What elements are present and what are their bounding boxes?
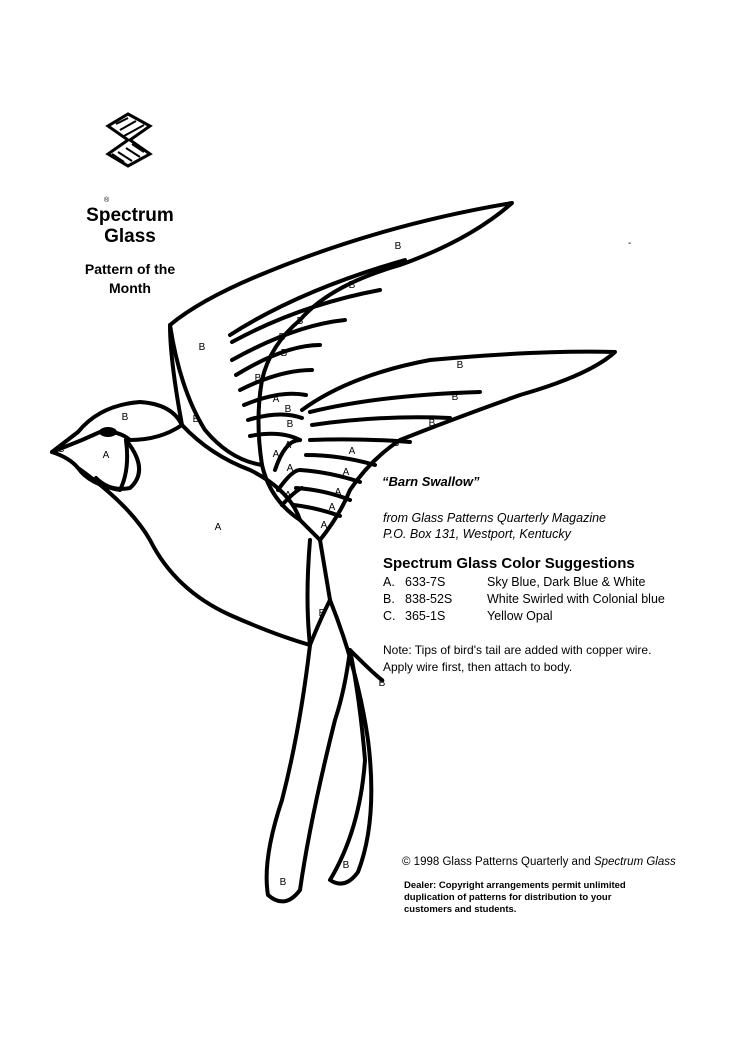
note-line2: Apply wire first, then attach to body. bbox=[383, 660, 573, 674]
label-b-wing2: B bbox=[348, 280, 356, 291]
label-a-lowerwing2: A bbox=[342, 467, 350, 478]
bird-eye bbox=[99, 427, 117, 437]
label-b-wing1: B bbox=[394, 241, 402, 252]
copyright-prefix: © 1998 Glass Patterns Quarterly and bbox=[402, 856, 594, 868]
label-b-tail-tip-right: B bbox=[342, 860, 350, 871]
label-b-wing8: B bbox=[286, 419, 294, 430]
label-a-body: A bbox=[214, 522, 222, 533]
bird-body-outline bbox=[52, 440, 310, 645]
copyright-line bbox=[402, 856, 676, 868]
brand-name-line1: Spectrum bbox=[86, 205, 174, 226]
bird-head-outline bbox=[52, 402, 182, 452]
label-b-wing6: B bbox=[254, 373, 262, 384]
label-a-wing5: A bbox=[284, 490, 292, 501]
note-line1: Note: Tips of bird's tail are added with copper wire. bbox=[383, 643, 652, 657]
color-suggestions-list bbox=[383, 574, 665, 625]
label-b-wing7: B bbox=[284, 404, 292, 415]
dealer-line1: Dealer: Copyright arrangements permit unlimited bbox=[404, 880, 626, 891]
color-suggestions-heading: Spectrum Glass Color Suggestions bbox=[383, 555, 635, 572]
label-b-tail: B bbox=[318, 608, 326, 619]
label-b-wing5: B bbox=[280, 348, 288, 359]
dealer-line2: duplication of patterns for distribution to your bbox=[404, 892, 612, 903]
label-a-cheek: A bbox=[102, 450, 110, 461]
subtitle-line1: Pattern of the bbox=[84, 261, 176, 277]
color-item-b bbox=[383, 591, 665, 608]
tail-outline bbox=[267, 540, 372, 901]
pattern-title: “Barn Swallow” bbox=[382, 474, 480, 489]
label-a-lowerwing5: A bbox=[320, 520, 328, 531]
label-b-wing4: B bbox=[278, 332, 286, 343]
source-line2: P.O. Box 131, Westport, Kentucky bbox=[383, 527, 571, 541]
stray-mark: - bbox=[628, 238, 632, 249]
label-b-lowerwing3: B bbox=[428, 418, 436, 429]
color-item-a bbox=[383, 574, 665, 591]
label-a-wing2: A bbox=[284, 440, 292, 451]
color-letter: A. bbox=[383, 575, 395, 589]
source-line1: from Glass Patterns Quarterly Magazine bbox=[383, 511, 606, 525]
label-c-beak: C bbox=[57, 444, 65, 455]
label-b-tail-wire: B bbox=[378, 678, 386, 689]
upper-wing-outline bbox=[170, 203, 512, 465]
color-letter: B. bbox=[383, 592, 395, 606]
color-letter: C. bbox=[383, 609, 396, 623]
label-a-lowerwing3: A bbox=[334, 487, 342, 498]
label-b-lowerwing1: B bbox=[456, 360, 464, 371]
label-a-wing3: A bbox=[272, 449, 280, 460]
label-a-lowerwing1: A bbox=[348, 446, 356, 457]
label-b-lowerwing2: B bbox=[451, 392, 459, 403]
subtitle-line2: Month bbox=[109, 280, 151, 296]
color-item-c bbox=[383, 608, 665, 625]
brand-name-line2: Glass bbox=[104, 226, 156, 247]
label-a-lowerwing4: A bbox=[328, 502, 336, 513]
registered-mark: ® bbox=[104, 197, 110, 204]
color-code: 838-52S bbox=[405, 592, 453, 606]
label-b-shoulder: B bbox=[198, 342, 206, 353]
label-b-wing3: B bbox=[296, 316, 304, 327]
color-name: White Swirled with Colonial blue bbox=[487, 592, 665, 606]
color-code: 365-1S bbox=[405, 609, 446, 623]
label-a-wing4: A bbox=[286, 463, 294, 474]
color-name: Sky Blue, Dark Blue & White bbox=[487, 575, 646, 589]
label-b-head: B bbox=[121, 412, 129, 423]
color-name: Yellow Opal bbox=[487, 609, 553, 623]
copyright-brand: Spectrum Glass bbox=[593, 856, 676, 868]
color-code: 633-7S bbox=[405, 575, 446, 589]
label-b-wingbase: B bbox=[192, 414, 200, 425]
label-b-tail-tip-left: B bbox=[279, 877, 287, 888]
dealer-line3: customers and students. bbox=[404, 904, 517, 915]
label-b-lowerwing4: B bbox=[392, 438, 400, 449]
label-a-wing1: A bbox=[272, 394, 280, 405]
